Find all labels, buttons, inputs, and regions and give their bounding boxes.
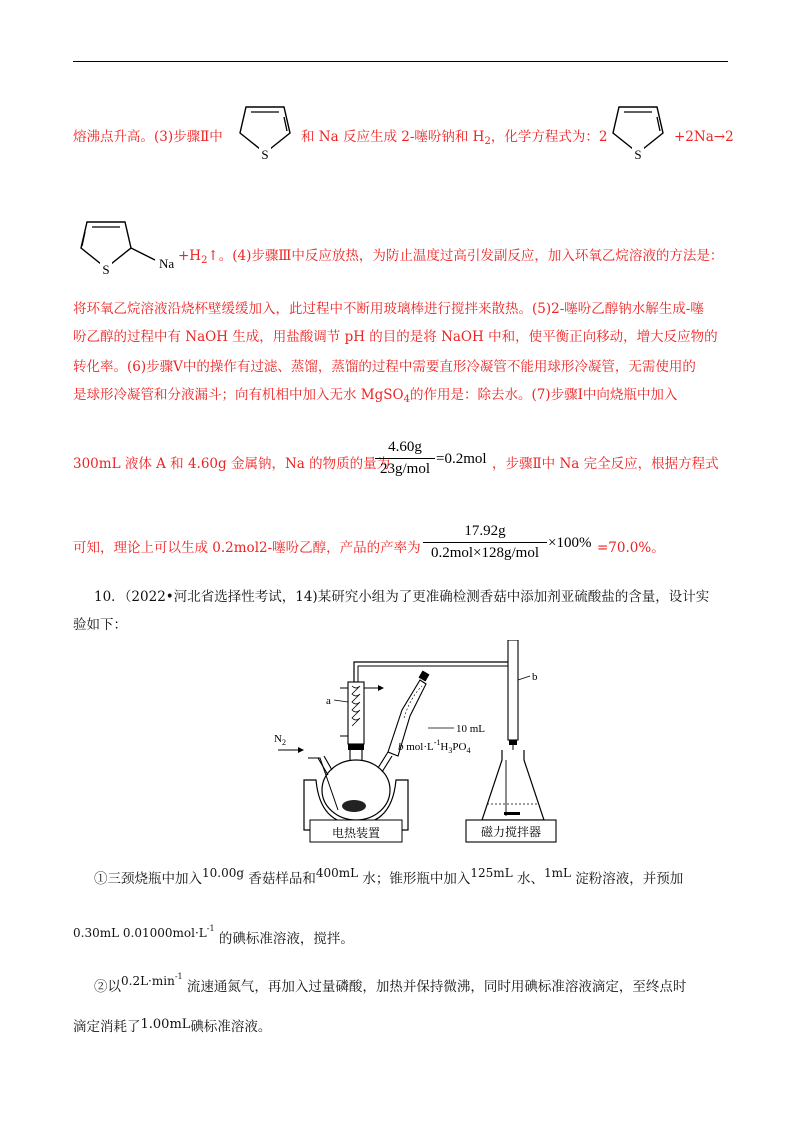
stirrer-label: 磁力搅拌器	[480, 825, 542, 839]
fraction-moles-result: =0.2mol	[436, 451, 487, 467]
step-2-line-2: 滴定消耗了1.00mL碘标准溶液。	[73, 1017, 272, 1035]
step-1-line-2: 0.30mL $0.01000mol\cdot L^{-1}$ 的碘标准溶液，搅拌。	[73, 924, 354, 947]
thiophene-structure-1	[232, 95, 298, 165]
sodium-label: Na	[159, 256, 175, 271]
sodium-thienyl-structure	[73, 212, 185, 278]
question-header: 10．（2022•河北省选择性考试，14)某研究小组为了更准确检测香菇中添加剂亚硫酸盐的含量，设计实	[94, 589, 710, 605]
apparatus-diagram	[268, 640, 558, 845]
answer-line-1: 熔沸点升高。(3)步骤Ⅱ中	[73, 129, 223, 145]
answer-line-4: 吩乙醇的过程中有 NaOH 生成，用盐酸调节 pH 的目的是将 NaOH 中和，使平衡正向移动，增大反应物的	[73, 329, 718, 345]
question-header-cont: 验如下：	[73, 617, 127, 633]
step-1-line-1: ①三颈烧瓶中加入10.00g 香菇样品和400mL 水；锥形瓶中加入125mL 水、1mL 淀粉溶液，并预加	[94, 866, 684, 887]
answer-line-1c: +2Na→2	[674, 129, 734, 145]
answer-line-7b: ，步骤Ⅱ中 Na 完全反应，根据方程式	[492, 456, 719, 472]
fraction-yield: 17.92g 0.2mol×128g/mol	[423, 523, 547, 562]
sulfur-label: S	[102, 262, 110, 277]
answer-line-3: 将环氧乙烷溶液沿烧杯壁缓缓加入，此过程中不断用玻璃棒进行搅拌来散热。(5)2-噻吩乙醇钠水解生成-噻	[73, 301, 704, 317]
fraction-yield-multiplier: ×100%	[548, 535, 592, 551]
sulfur-label: S	[261, 147, 269, 162]
top-rule	[73, 61, 728, 62]
heater-label: 电热装置	[331, 826, 381, 840]
answer-line-8b: =70.0%。	[597, 540, 665, 556]
answer-line-6: 是球形冷凝管和分液漏斗；向有机相中加入无水 MgSO$_4$的作用是：除去水。(7)步骤Ⅰ中向烧瓶中加入	[73, 387, 678, 405]
sulfur-label: S	[634, 147, 642, 162]
answer-line-5: 转化率。(6)步骤Ⅴ中的操作有过滤、蒸馏，蒸馏的过程中需要直形冷凝管不能用球形冷凝管，无需使用的	[73, 359, 696, 375]
answer-line-7a: 300mL 液体 A 和 4.60g 金属钠，Na 的物质的量为	[73, 456, 391, 472]
nitrogen-label: $N_2$	[274, 733, 286, 747]
funnel-concentration-label: b $mol\cdot L^{-1}H_3PO_4$	[398, 738, 471, 755]
answer-line-8a: 可知，理论上可以生成 0.2mol2-噻吩乙醇，产品的产率为	[73, 540, 421, 556]
funnel-volume-label: 10 mL	[456, 723, 486, 735]
thiophene-structure-2	[605, 95, 671, 165]
answer-line-2: $+H_2↑$。(4)步骤Ⅲ中反应放热，为防止温度过高引发副反应，加入环氧乙烷溶液的方法是：	[178, 248, 724, 266]
answer-line-1b: 和 Na 反应生成 2-噻吩钠和 $H_2$，化学方程式为：2	[301, 129, 608, 147]
step-2-line-1: ②以$0.2L\cdot\min^{-1}$ 流速通氮气，再加入过量磷酸，加热并保持微沸，同时用碘标准溶液滴定，至终点时	[94, 972, 687, 995]
condenser-label-a: a	[326, 695, 331, 707]
burette-label-b: b	[532, 671, 538, 683]
fraction-moles: 4.60g 23g/mol	[375, 439, 435, 478]
